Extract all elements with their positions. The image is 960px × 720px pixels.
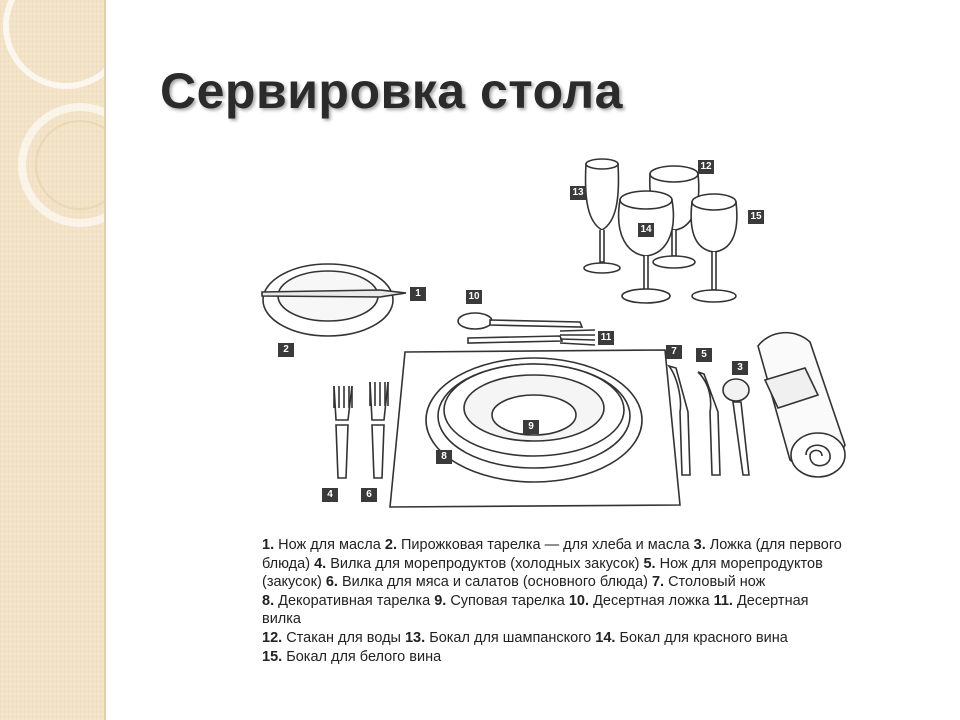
dessert-fork <box>468 330 595 345</box>
page-title: Сервировка стола <box>160 63 623 119</box>
callout-13: 13 <box>570 186 586 200</box>
legend-num-9: 9. <box>434 592 447 609</box>
legend-num-2: 2. <box>384 537 397 553</box>
legend-text-9: Суповая тарелка <box>450 592 565 609</box>
legend-num-15: 15. <box>262 648 283 665</box>
dessert-spoon <box>458 313 582 329</box>
legend-num-13: 13. <box>404 629 426 646</box>
bread-plate <box>263 264 393 336</box>
legend-num-10: 10. <box>568 592 590 609</box>
legend-num-3: 3. <box>693 537 706 553</box>
callout-11: 11 <box>598 331 614 345</box>
callout-4: 4 <box>322 488 338 502</box>
seafood-fork <box>334 386 352 478</box>
legend-text-4: Вилка для морепродуктов (холодных закусок) <box>330 555 640 572</box>
legend-text-14: Бокал для красного вина <box>619 629 788 646</box>
callout-1: 1 <box>410 287 426 301</box>
callout-3: 3 <box>732 361 748 375</box>
soup-spoon <box>723 379 749 475</box>
napkin-roll <box>758 333 845 477</box>
legend-text-13: Бокал для шампанского <box>429 629 592 646</box>
legend-num-4: 4. <box>314 555 327 572</box>
main-course-fork <box>370 382 388 478</box>
legend-num-6: 6. <box>325 574 338 591</box>
callout-2: 2 <box>278 343 294 357</box>
callout-10: 10 <box>466 290 482 304</box>
legend-num-12: 12. <box>262 629 283 646</box>
legend-text-1: Нож для масла <box>278 537 381 553</box>
callout-5: 5 <box>696 348 712 362</box>
legend-text-11: Десертная вилка <box>262 592 809 628</box>
legend-text-12: Стакан для воды <box>286 629 401 646</box>
legend-text-15: Бокал для белого вина <box>286 648 442 665</box>
callout-7: 7 <box>666 345 682 359</box>
champagne-glass <box>584 159 620 273</box>
legend-num-11: 11. <box>713 592 733 609</box>
butter-knife <box>262 290 406 297</box>
callout-8: 8 <box>436 450 452 464</box>
soup-plate <box>444 364 624 456</box>
legend-text-3: Ложка (для первого блюда) <box>262 537 842 572</box>
legend-text-2: Пирожковая тарелка — для хлеба и масла <box>401 537 690 553</box>
table-setting-diagram <box>250 150 860 530</box>
callout-6: 6 <box>361 488 377 502</box>
seafood-knife <box>698 372 720 475</box>
callout-12: 12 <box>698 160 714 174</box>
legend-text-10: Десертная ложка <box>593 592 710 609</box>
white-wine-glass <box>691 194 737 302</box>
callout-14: 14 <box>638 223 654 237</box>
legend-text-5: Нож для морепродуктов (закусок) <box>262 555 823 591</box>
legend-text-6: Вилка для мяса и салатов (основного блюда) <box>341 574 648 591</box>
red-wine-glass <box>619 191 674 303</box>
table-setting-illustration <box>250 150 860 530</box>
legend-num-1: 1. <box>262 537 275 553</box>
legend-num-7: 7. <box>651 574 665 591</box>
decorative-rings <box>0 0 104 720</box>
legend-num-8: 8. <box>262 592 275 609</box>
legend-text-7: Столовый нож <box>668 574 766 591</box>
legend-num-14: 14. <box>595 629 616 646</box>
callout-15: 15 <box>748 210 764 224</box>
legend-num-5: 5. <box>643 555 656 572</box>
decorative-side-band <box>0 0 106 720</box>
callout-9: 9 <box>523 420 539 434</box>
legend <box>262 536 842 666</box>
legend-text-8: Декоративная тарелка <box>278 592 431 609</box>
